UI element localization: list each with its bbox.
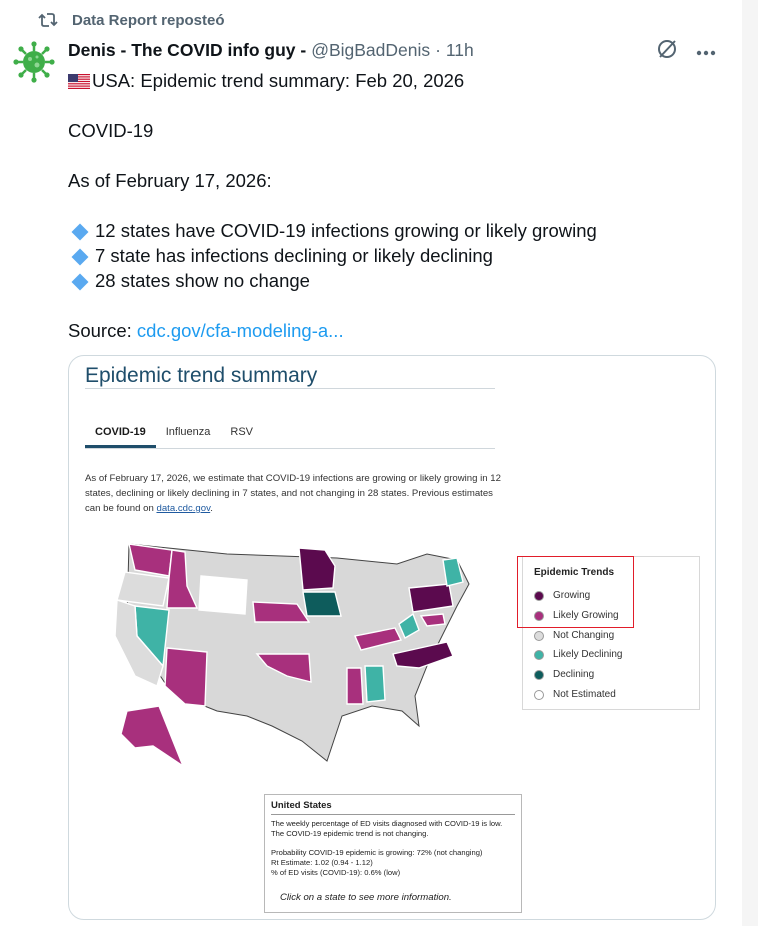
us-map[interactable] [97, 536, 497, 776]
author-name[interactable]: Denis - The COVID info guy - [68, 40, 307, 60]
state-new-england[interactable] [443, 558, 463, 586]
tab-bar [85, 426, 263, 448]
legend-title: Epidemic Trends [534, 567, 615, 578]
tweet-time[interactable]: · 11h [435, 40, 474, 60]
info-title: United States [271, 800, 332, 811]
state-wyoming[interactable] [199, 576, 247, 614]
repost-icon [38, 11, 58, 29]
legend-item-declining: Declining [534, 669, 594, 680]
state-alaska[interactable] [121, 706, 183, 766]
blue-diamond-icon [72, 248, 89, 265]
info-cta: Click on a state to see more information. [280, 892, 452, 903]
tweet-text [68, 68, 708, 343]
dot-icon [534, 650, 544, 660]
dot-icon [534, 631, 544, 641]
card-title: Epidemic trend summary [85, 364, 318, 387]
state-arizona[interactable] [165, 648, 207, 706]
repost-indicator[interactable] [38, 11, 225, 29]
divider [85, 448, 495, 449]
legend-item-likely-growing: Likely Growing [534, 610, 619, 621]
grok-icon[interactable] [656, 38, 678, 65]
source-link[interactable]: cdc.gov/cfa-modeling-a... [136, 320, 344, 341]
tab-rsv[interactable]: RSV [230, 426, 254, 438]
legend-highlight-box [517, 556, 634, 628]
state-oregon[interactable] [117, 572, 169, 606]
tweet-line-2: COVID-19 [68, 120, 154, 141]
author-handle[interactable]: @BigBadDenis [311, 40, 431, 60]
source-line: Source: cdc.gov/cfa-modeling-a... [68, 320, 344, 341]
avatar[interactable] [12, 40, 56, 84]
bullet-item: 7 state has infections declining or likely declining [68, 243, 708, 268]
dot-icon [534, 690, 544, 700]
bullet-item: 28 states show no change [68, 268, 708, 293]
tab-covid19[interactable]: COVID-19 [85, 426, 156, 448]
blue-diamond-icon [72, 223, 89, 240]
blue-diamond-icon [72, 273, 89, 290]
virus-avatar-icon [12, 40, 56, 84]
tab-influenza[interactable]: Influenza [165, 426, 211, 438]
bullet-item: 12 states have COVID-19 infections growing or likely growing [68, 218, 708, 243]
state-alabama[interactable] [365, 666, 385, 702]
state-mississippi[interactable] [347, 668, 363, 704]
legend-item-growing: Growing [534, 590, 590, 601]
united-states-info-box [264, 794, 522, 913]
state-iowa[interactable] [303, 592, 341, 616]
legend-item-not-changing: Not Changing [534, 630, 614, 641]
divider [271, 814, 515, 815]
info-body: The weekly percentage of ED visits diagnosed with COVID-19 is low. The COVID-19 epidemic trend is not changing. Probability COVID-19 epidemic is growing: 72% (not changing) Rt Estimate: 1.02 (0.94 - 1.12) % of ED visits (COVID-19): 0.6% (low) [271, 819, 503, 877]
tweet-actions [656, 38, 716, 65]
us-flag-icon [68, 74, 90, 89]
legend-item-not-estimated: Not Estimated [534, 689, 616, 700]
dot-icon [534, 670, 544, 680]
legend-item-likely-declining: Likely Declining [534, 649, 622, 660]
tweet-header [68, 40, 474, 61]
divider [85, 388, 495, 389]
repost-label: Data Report reposteó [72, 11, 225, 29]
summary-paragraph: As of February 17, 2026, we estimate that COVID-19 infections are growing or likely growing in 12 states, declining or likely declining in 7 states, and not changing in 28 states. Previous estimates can be found on data.cdc.gov. [85, 473, 501, 514]
tweet-line-3: As of February 17, 2026: [68, 170, 272, 191]
image-card[interactable] [68, 355, 716, 920]
scrollbar[interactable] [742, 0, 758, 926]
data-cdc-link[interactable]: data.cdc.gov [156, 503, 211, 514]
tweet-line-1: USA: Epidemic trend summary: Feb 20, 2026 [92, 70, 465, 91]
more-icon[interactable] [696, 43, 716, 61]
state-minnesota[interactable] [299, 548, 335, 590]
